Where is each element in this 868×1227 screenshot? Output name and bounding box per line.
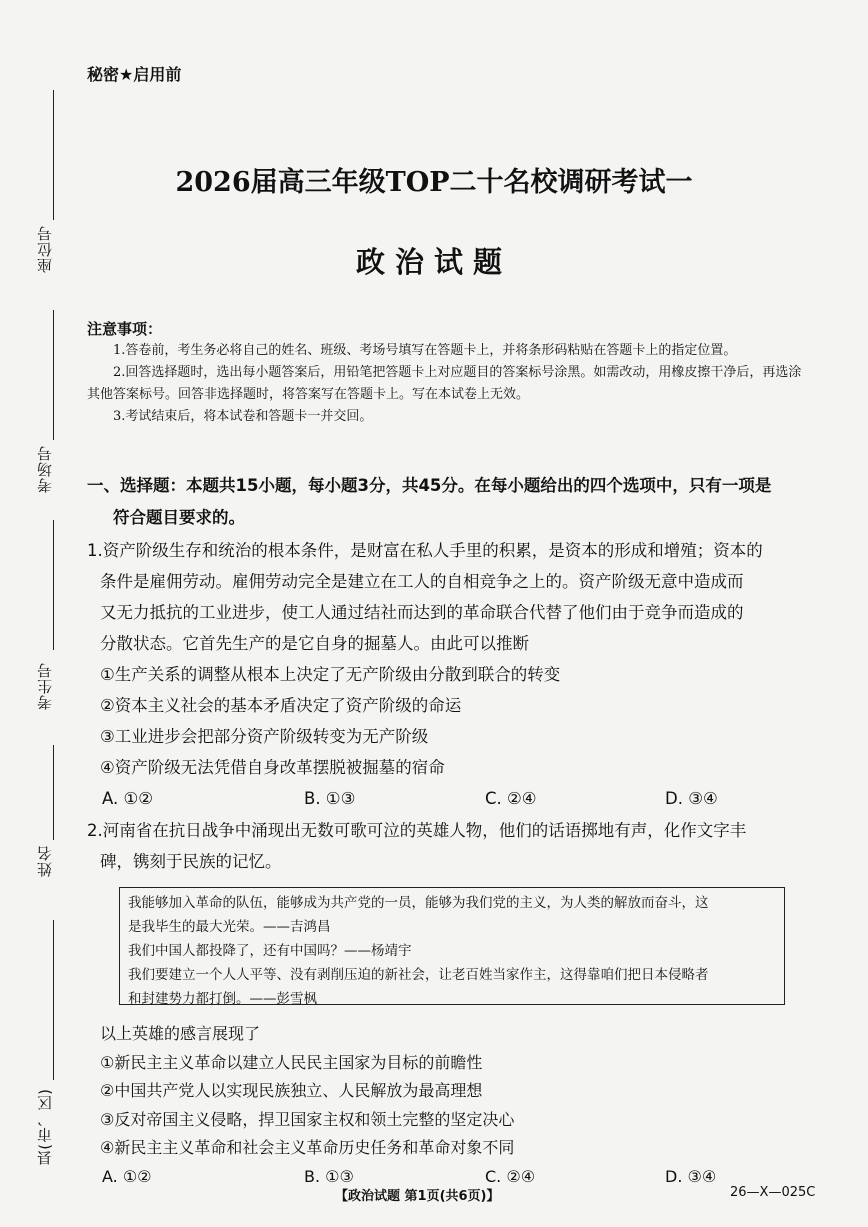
margin-line <box>53 920 54 1080</box>
question-stem-line: 碑，镌刻于民族的记忆。 <box>100 852 282 871</box>
quote-line: 我能够加入革命的队伍，能够成为共产党的一员，能够为我们党的主义，为人类的解放而奋斗，这 <box>128 895 709 911</box>
field-county: 县(市、区) <box>36 1088 54 1166</box>
choice-d: D. ③④ <box>665 789 718 808</box>
question-stem-line: 2.河南省在抗日战争中涌现出无数可歌可泣的英雄人物，他们的话语掷地有声，化作文字丰 <box>87 821 747 840</box>
notice-block <box>87 318 812 428</box>
question-stem-line: 分散状态。它首先生产的是它自身的掘墓人。由此可以推断 <box>100 634 529 653</box>
field-name: 姓名 <box>36 845 54 877</box>
statement-option: ①新民主主义革命以建立人民民主国家为目标的前瞻性 <box>100 1052 483 1072</box>
statement-option: ②中国共产党人以实现民族独立、人民解放为最高理想 <box>100 1081 483 1100</box>
quote-line: 和封建势力都打倒。——彭雪枫 <box>128 991 317 1007</box>
page-indicator: 【政治试题 第1页(共6页)】 <box>335 1189 500 1204</box>
margin-line <box>53 90 54 220</box>
confidential-label: 秘密★启用前 <box>87 65 182 84</box>
choice-a: A. ①② <box>102 1166 152 1186</box>
notice-item: 1.答卷前，考生务必将自己的姓名、班级、考场号填写在答题卡上，并将条形码粘贴在答题卡上的指定位置。 <box>113 343 737 358</box>
section-heading-line: 一、选择题：本题共15小题，每小题3分，共45分。在每小题给出的四个选项中，只有一项是 <box>87 476 772 495</box>
quote-box <box>119 887 785 1005</box>
question-1 <box>87 535 812 814</box>
answer-choices <box>87 783 812 814</box>
notice-item: 2.回答选择题时，选出每小题答案后，用铅笔把答题卡上对应题目的答案标号涂黑。如需改动，用橡皮擦干净后，再选涂其他答案标号。回答非选择题时，将答案写在答题卡上。写在本试卷上无效。 <box>87 365 802 402</box>
exam-code: 26—X—025C <box>730 1185 816 1200</box>
quote-line: 是我毕生的最大光荣。——吉鸿昌 <box>128 919 331 935</box>
statement-option: ①生产关系的调整从根本上决定了无产阶级由分散到联合的转变 <box>100 665 561 684</box>
notice-item: 3.考试结束后，将本试卷和答题卡一并交回。 <box>113 409 373 424</box>
section-heading-line: 符合题目要求的。 <box>113 508 245 527</box>
statement-option: ④资产阶级无法凭借自身改革摆脱被掘墓的宿命 <box>100 758 445 777</box>
statement-option: ③反对帝国主义侵略，捍卫国家主权和领土完整的坚定决心 <box>100 1109 515 1129</box>
question-2 <box>87 815 812 877</box>
question-2-options <box>100 1020 800 1194</box>
notice-heading: 注意事项： <box>87 320 163 338</box>
choice-c: C. ②④ <box>485 789 537 808</box>
quote-line: 我们中国人都投降了，还有中国吗？——杨靖宇 <box>128 943 412 959</box>
question-stem-line: 条件是雇佣劳动。雇佣劳动完全是建立在工人的自相竞争之上的。资产阶级无意中造成而 <box>100 572 744 591</box>
exam-title: 2026届高三年级TOP二十名校调研考试一 <box>175 167 693 198</box>
choice-d: D. ③④ <box>665 1166 717 1186</box>
choice-a: A. ①② <box>102 789 154 808</box>
choice-b: B. ①③ <box>304 1166 354 1186</box>
statement-option: ③工业进步会把部分资产阶级转变为无产阶级 <box>100 727 429 746</box>
margin-line <box>53 310 54 440</box>
question-stem-line: 又无力抵抗的工业进步，使工人通过结社而达到的革命联合代替了他们由于竞争而造成的 <box>100 603 744 622</box>
subject-title: 政治试题 <box>355 245 512 279</box>
field-seat-number: 座位号 <box>36 225 54 273</box>
field-exam-room: 考场号 <box>36 445 54 493</box>
margin-line <box>53 520 54 650</box>
question-stem-line: 1.资产阶级生存和统治的根本条件，是财富在私人手里的积累，是资本的形成和增殖；资本的 <box>87 541 763 560</box>
statement-option: ②资本主义社会的基本矛盾决定了资产阶级的命运 <box>100 696 462 715</box>
quote-line: 我们要建立一个人人平等、没有剥削压迫的新社会，让老百姓当家作主，这得靠咱们把日本侵略者 <box>128 967 709 983</box>
section-heading <box>87 470 812 534</box>
question-lead: 以上英雄的感言展现了 <box>100 1024 261 1043</box>
choice-b: B. ①③ <box>304 789 356 808</box>
choice-c: C. ②④ <box>485 1166 536 1186</box>
margin-line <box>53 745 54 840</box>
field-candidate-number: 考生号 <box>36 662 54 710</box>
statement-option: ④新民主主义革命和社会主义革命历史任务和革命对象不同 <box>100 1138 515 1157</box>
